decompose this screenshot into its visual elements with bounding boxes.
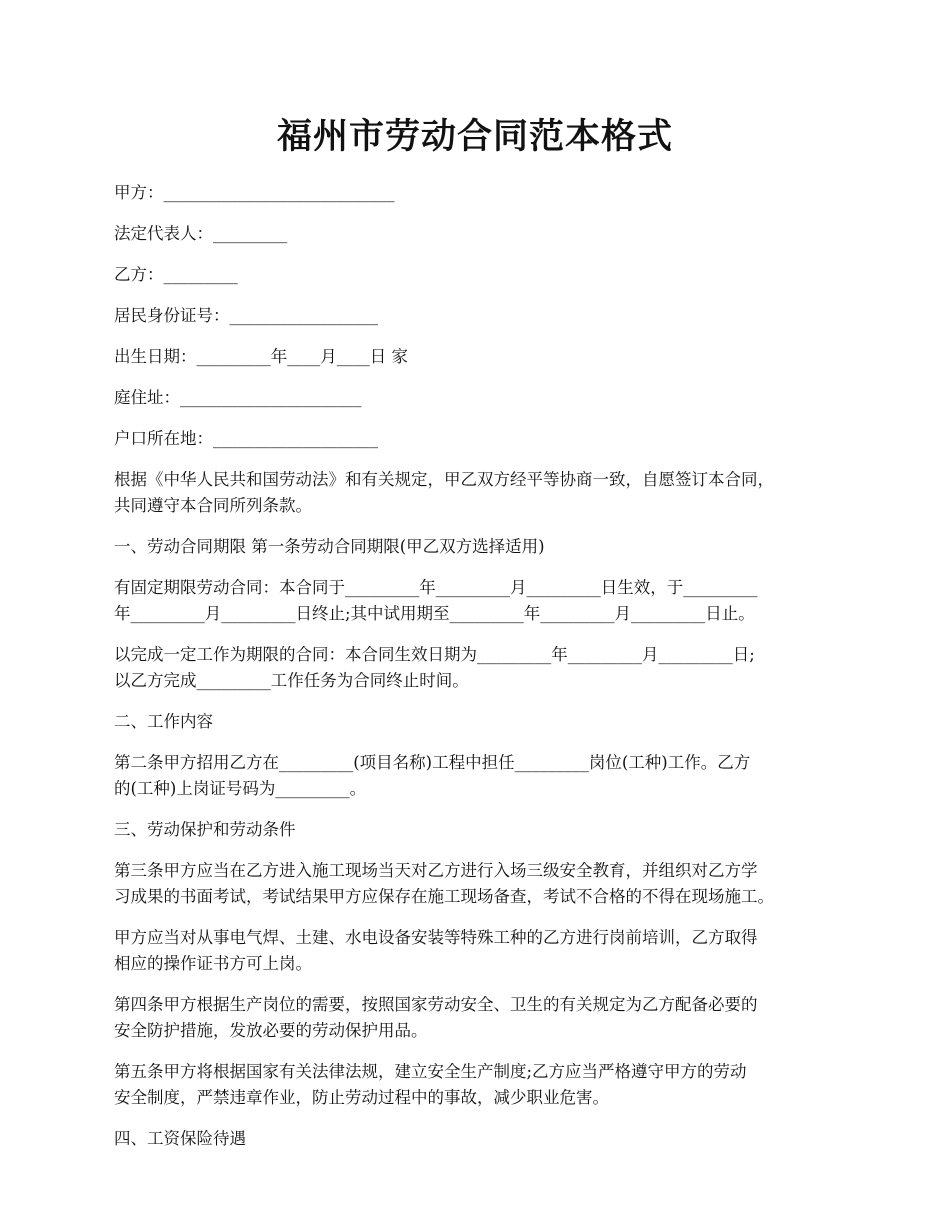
paragraph-fixed-term — [114, 575, 854, 627]
paragraph-line: 四、工资保险待遇 — [114, 1129, 246, 1148]
paragraph-home-address — [114, 385, 854, 411]
paragraph-line: 相应的操作证书方可上岗。 — [114, 954, 312, 973]
paragraph-line: 一、劳动合同期限 第一条劳动合同期限(甲乙双方选择适用) — [114, 537, 545, 556]
paragraph-line: 安全制度，严禁违章作业，防止劳动过程中的事故，减少职业危害。 — [114, 1088, 609, 1107]
paragraph-line: 甲方：____________________________ — [114, 183, 395, 202]
paragraph-line: 习成果的书面考试，考试结果甲方应保存在施工现场备查，考试不合格的不得在现场施工。 — [114, 887, 774, 906]
paragraph-line: 有固定期限劳动合同：本合同于_________年_________月_________日生效，于_________ — [114, 578, 758, 597]
document-title: 福州市劳动合同范本格式 — [276, 116, 673, 157]
paragraph-legal-rep — [114, 221, 854, 247]
paragraph-preamble — [114, 467, 854, 519]
paragraph-line: 第五条甲方将根据国家有关法律法规，建立安全生产制度;乙方应当严格遵守甲方的劳动 — [114, 1062, 747, 1081]
paragraph-line: 以完成一定工作为期限的合同：本合同生效日期为_________年_________月_________日; — [114, 645, 755, 664]
paragraph-party-b — [114, 262, 854, 288]
paragraph-line: 共同遵守本合同所列条款。 — [114, 496, 312, 515]
paragraph-line: 乙方：_________ — [114, 265, 238, 284]
paragraph-line: 二、工作内容 — [114, 712, 213, 731]
paragraph-line: 以乙方完成_________工作任务为合同终止时间。 — [114, 671, 469, 690]
paragraph-task-term — [114, 642, 854, 694]
paragraph-line: 第二条甲方招用乙方在_________(项目名称)工程中担任_________岗位(工种)工作。乙方 — [114, 753, 751, 772]
paragraph-line: 庭住址：______________________ — [114, 388, 362, 407]
paragraph-article-5 — [114, 1059, 854, 1111]
paragraph-section-4-heading — [114, 1126, 854, 1152]
paragraph-line: 年_________月_________日终止;其中试用期至_________年_________月_________日止。 — [114, 604, 755, 623]
paragraph-line: 居民身份证号：__________________ — [114, 306, 378, 325]
paragraph-birth-date — [114, 344, 854, 370]
paragraph-line: 甲方应当对从事电气焊、土建、水电设备安装等特殊工种的乙方进行岗前培训，乙方取得 — [114, 928, 758, 947]
paragraph-party-a — [114, 180, 854, 206]
paragraph-line: 出生日期：_________年____月____日 家 — [114, 347, 408, 366]
paragraph-line: 根据《中华人民共和国劳动法》和有关规定，甲乙双方经平等协商一致，自愿签订本合同， — [114, 470, 774, 489]
paragraph-special-trades — [114, 925, 854, 977]
paragraph-article-4 — [114, 992, 854, 1044]
paragraph-line: 第四条甲方根据生产岗位的需要，按照国家劳动安全、卫生的有关规定为乙方配备必要的 — [114, 995, 758, 1014]
paragraph-section-3-heading — [114, 817, 854, 843]
paragraph-line: 三、劳动保护和劳动条件 — [114, 820, 296, 839]
paragraph-line: 安全防护措施，发放必要的劳动保护用品。 — [114, 1021, 428, 1040]
paragraph-line: 法定代表人：_________ — [114, 224, 288, 243]
paragraph-line: 第三条甲方应当在乙方进入施工现场当天对乙方进行入场三级安全教育，并组织对乙方学 — [114, 861, 758, 880]
paragraph-line: 的(工种)上岗证号码为_________。 — [114, 779, 367, 798]
paragraph-section-1-heading — [114, 534, 854, 560]
paragraph-section-2-heading — [114, 709, 854, 735]
paragraph-article-3 — [114, 858, 854, 910]
paragraph-line: 户口所在地：____________________ — [114, 429, 378, 448]
paragraph-article-2 — [114, 750, 854, 802]
paragraph-household-reg — [114, 426, 854, 452]
document-body — [114, 180, 854, 1167]
paragraph-id-number — [114, 303, 854, 329]
